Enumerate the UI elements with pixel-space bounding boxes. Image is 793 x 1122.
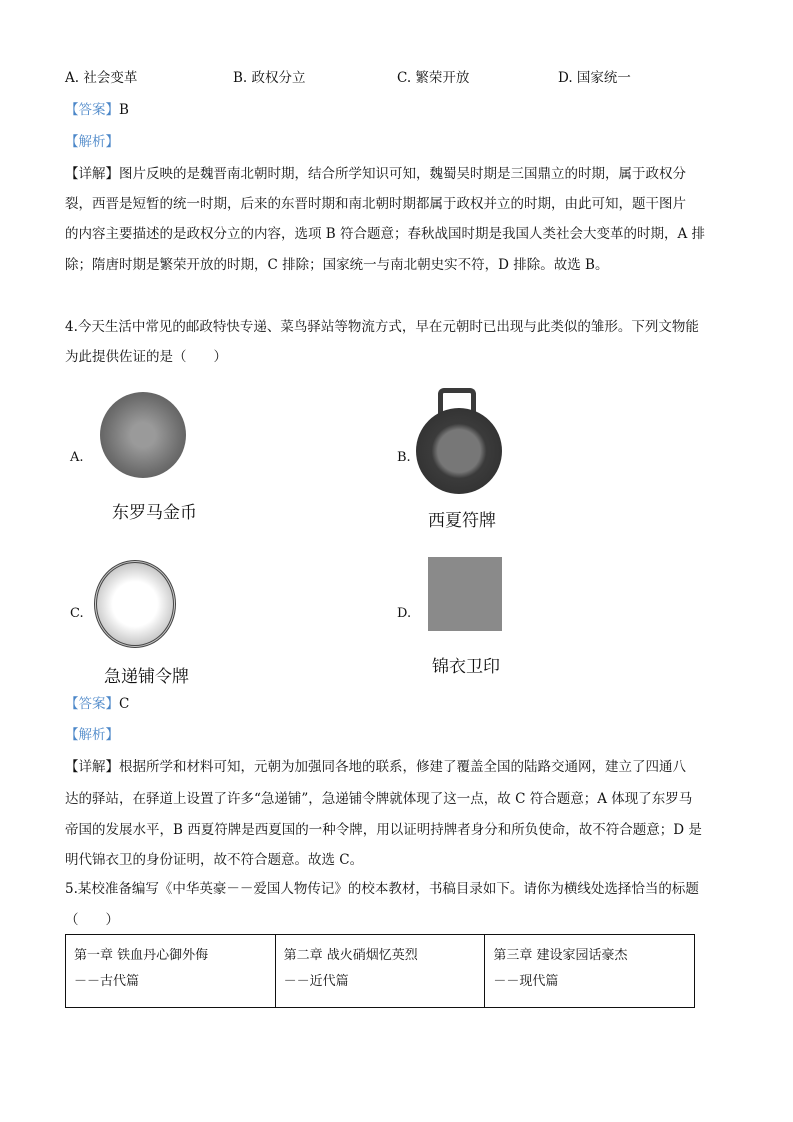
chapter-title: 第一章 铁血丹心御外侮 (74, 948, 209, 963)
jinyiwei-seal-image (428, 557, 502, 631)
q4-detail-line: 达的驿站，在驿道上设置了许多“急递铺”，急递铺令牌就体现了这一点，故 C 符合题意；A 体现了东罗马 (65, 791, 693, 807)
q4-option-a-caption: 东罗马金币 (112, 503, 197, 523)
chapter-subtitle: －－近代篇 (283, 974, 349, 989)
q4-option-a-letter: A. (70, 450, 84, 465)
chapter-subtitle: －－古代篇 (74, 974, 140, 989)
q3-analysis-tag: 【解析】 (65, 134, 119, 150)
q4-option-d-letter: D. (397, 606, 412, 621)
answer-tag: 【答案】 (65, 102, 119, 118)
q5-stem: （ ） (65, 912, 119, 928)
q3-option-c: C. 繁荣开放 (397, 70, 470, 86)
q4-option-b-letter: B. (397, 450, 411, 465)
q3-detail-line: 的内容主要描述的是政权分立的内容，选项 B 符合题意；春秋战国时期是我国人类社会大变革的时期，A 排 (65, 226, 706, 242)
q3-option-d: D. 国家统一 (558, 70, 631, 86)
chapter-title: 第三章 建设家园话豪杰 (493, 948, 628, 963)
q4-option-d-caption: 锦衣卫印 (432, 657, 500, 677)
q4-analysis-tag: 【解析】 (65, 727, 119, 743)
q3-detail-line: 裂，西晋是短暂的统一时期，后来的东晋时期和南北朝时期都属于政权并立的时期，由此可知，题干图片 (65, 196, 686, 212)
q5-stem: 5.某校准备编写《中华英豪－－爱国人物传记》的校本教材，书稿目录如下。请你为横线处选择恰当的标题 (65, 881, 699, 897)
q3-detail-line: 【详解】图片反映的是魏晋南北朝时期，结合所学知识可知，魏蜀吴时期是三国鼎立的时期，属于政权分 (65, 166, 686, 182)
q4-option-c-caption: 急递铺令牌 (104, 667, 189, 687)
table-cell (66, 935, 276, 1008)
q4-option-b-caption: 西夏符牌 (428, 511, 496, 531)
table-cell (275, 935, 485, 1008)
q4-detail-line: 【详解】根据所学和材料可知，元朝为加强同各地的联系，修建了覆盖全国的陆路交通网，建立了四通八 (65, 759, 686, 775)
courier-token-image (94, 560, 176, 648)
q4-detail-line: 帝国的发展水平，B 西夏符牌是西夏国的一种令牌，用以证明持牌者身分和所负使命，故不符合题意；D 是 (65, 822, 702, 838)
q5-table (65, 934, 695, 1008)
byzantine-coin-image (100, 392, 186, 478)
q4-answer (65, 692, 129, 712)
q4-stem: 为此提供佐证的是（ ） (65, 349, 227, 365)
q4-option-c-letter: C. (70, 606, 84, 621)
q3-option-b: B. 政权分立 (233, 70, 306, 86)
q4-detail-line: 明代锦衣卫的身份证明，故不符合题意。故选 C。 (65, 852, 364, 868)
q4-stem: 4.今天生活中常见的邮政特快专递、菜鸟驿站等物流方式，早在元朝时已出现与此类似的雏形。下列文物能 (65, 319, 699, 335)
q3-answer (65, 98, 129, 118)
q3-detail-line: 除；隋唐时期是繁荣开放的时期，C 排除；国家统一与南北朝史实不符，D 排除。故选 B。 (65, 257, 609, 273)
answer-tag: 【答案】 (65, 696, 119, 712)
chapter-title: 第二章 战火硝烟忆英烈 (283, 948, 418, 963)
answer-value: C (119, 696, 130, 712)
table-cell (485, 935, 695, 1008)
chapter-subtitle: －－现代篇 (493, 974, 559, 989)
q3-option-a: A. 社会变革 (65, 70, 138, 86)
answer-value: B (119, 102, 129, 118)
xixia-tally-disc (416, 408, 502, 494)
